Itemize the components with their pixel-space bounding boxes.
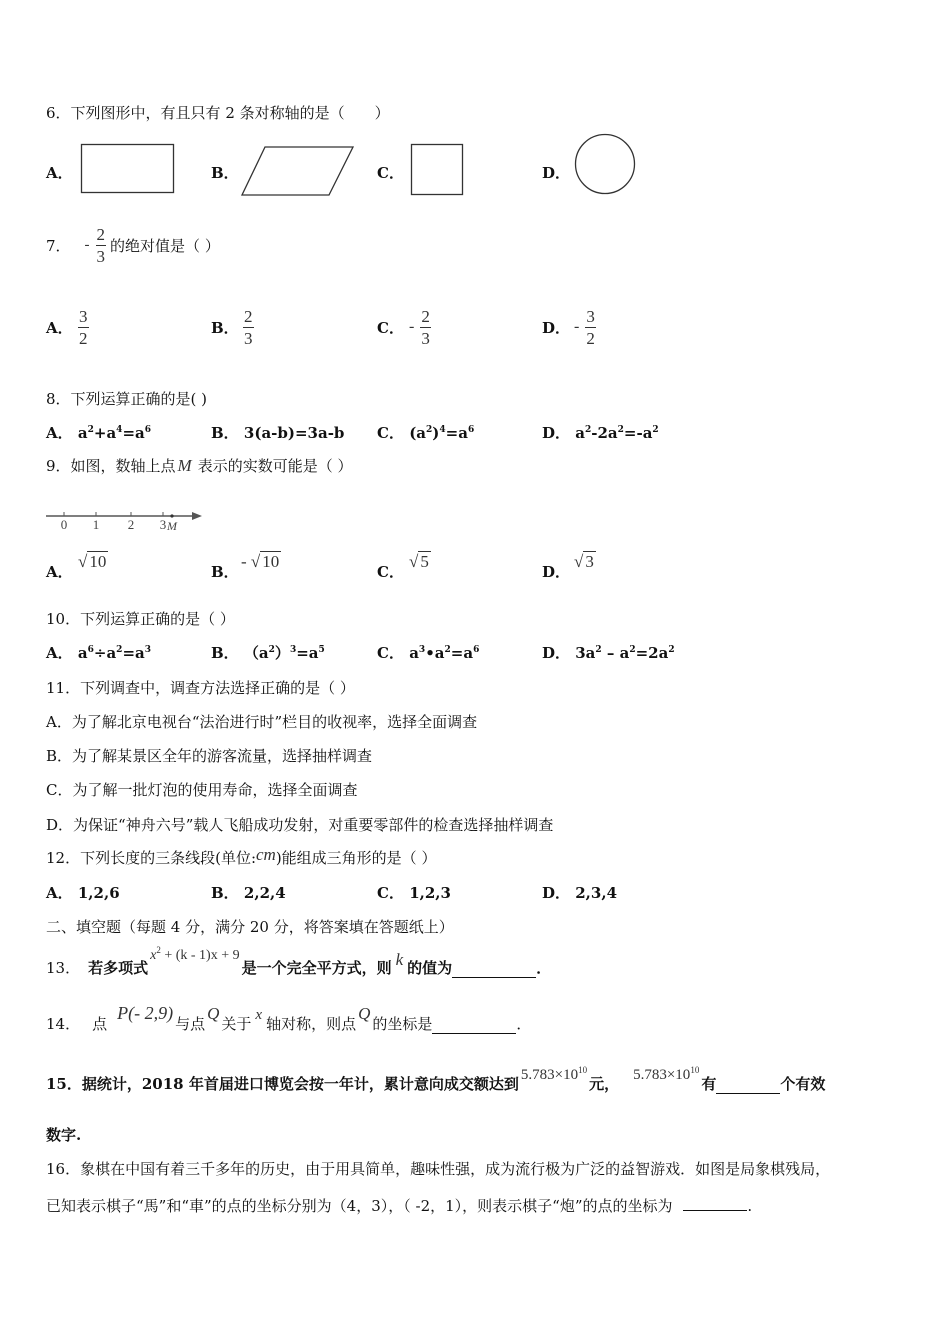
- q7-option-d: D． - $\frac{3}{2}$: [542, 306, 595, 348]
- q11-option-b: B．为了解某景区全年的游客流量，选择抽样调查: [46, 747, 373, 765]
- tick-label-2: 2: [127, 517, 135, 532]
- q6-label-c: C．: [377, 164, 404, 182]
- q8-stem: 8．下列运算正确的是( ): [46, 390, 208, 408]
- q6-stem: 6．下列图形中，有且只有 2 条对称轴的是（ ）: [46, 104, 390, 122]
- q7-stem: [46, 221, 220, 269]
- q16-answer-blank: [683, 1210, 747, 1211]
- parallelogram-shape: [240, 145, 356, 197]
- q8-option-d: D． $a^2-2a^2=-a^2$: [542, 424, 659, 442]
- q7-stem-text: 的绝对值是（ ）: [110, 236, 220, 255]
- q13-answer-blank: [452, 977, 536, 978]
- q7-option-b: B． $\frac{2}{3}$: [211, 306, 253, 348]
- tick-label-0: 0: [60, 517, 68, 532]
- q13: 13． 若多项式 $x^2 + (k - 1)x + 9$ 是一个完全平方式，则 k 的值为 ．: [46, 945, 552, 977]
- q8-option-b: B． 3(a-b)=3a-b: [211, 424, 345, 442]
- q7-number: 7．: [46, 236, 71, 255]
- tick-label-3: 3: [159, 517, 167, 532]
- q10-option-d: D． $3a^2 - a^2=2a^2$: [542, 644, 675, 662]
- q14-answer-blank: [432, 1033, 516, 1034]
- q11-option-d: D．为保证“神舟六号”载人飞船成功发射，对重要零部件的检查选择抽样调查: [46, 816, 554, 834]
- q12-option-a: A． 1,2,6: [46, 884, 120, 902]
- q15-answer-blank: [716, 1093, 780, 1094]
- q7-stem-sign: -: [84, 236, 90, 253]
- q6-label-d: D．: [542, 164, 571, 182]
- q16-line2: 已知表示棋子“馬”和“車”的点的坐标分别为（4，3），（ -2，1），则表示棋子“炮”的点的坐标为 .: [46, 1197, 753, 1215]
- rectangle-shape: [80, 143, 176, 195]
- section-heading: 二、填空题（每题 4 分，满分 20 分，将答案填在答题纸上）: [46, 918, 454, 936]
- q9-option-c: C． √ 5: [377, 552, 429, 581]
- q10-option-b: B． $(a^2)^3=a^5$: [211, 644, 325, 662]
- q9-option-d: D． √ 3: [542, 552, 594, 581]
- number-line: [44, 506, 204, 534]
- q8-option-a: A． $a^2+a^4=a^6$: [46, 424, 151, 442]
- q10-option-c: C． $a^3•a^2=a^6$: [377, 644, 480, 662]
- q12-stem: 12．下列长度的三条线段(单位:cm)能组成三角形的是（ ）: [46, 845, 437, 867]
- q11-option-a: A．为了解北京电视台“法治进行时”栏目的收视率，选择全面调查: [46, 713, 478, 731]
- q12-option-b: B． 2,2,4: [211, 884, 286, 902]
- q8-option-c: C． $(a^2)^4=a^6$: [377, 424, 475, 442]
- q7-option-c: C． - $\frac{2}{3}$: [377, 306, 430, 348]
- q10-stem: 10．下列运算正确的是（ ）: [46, 610, 235, 628]
- q7-option-a: A． $\frac{3}{2}$: [46, 306, 88, 348]
- q14: 14． 点 P(- 2,9) 与点 Q 关于 x 轴对称，则点 Q 的坐标是 ．: [46, 1003, 532, 1033]
- q15-line1: 15．据统计，2018 年首届进口博览会按一年计，累计意向成交额达到 $5.783\times 10^{10}$ 元， $5.783\times 10^{10}$ 有 个有效: [46, 1065, 826, 1093]
- q11-stem: 11．下列调查中，调查方法选择正确的是（ ）: [46, 679, 355, 697]
- q9-option-a: A． √ 10: [46, 552, 107, 581]
- square-shape: [410, 143, 466, 197]
- q12-option-c: C． 1,2,3: [377, 884, 451, 902]
- point-m-label: M: [167, 519, 177, 533]
- q12-option-d: D． 2,3,4: [542, 884, 618, 902]
- q6-label-a: A．: [46, 164, 73, 182]
- tick-label-1: 1: [92, 517, 100, 532]
- q16-line1: 16．象棋在中国有着三千多年的历史，由于用具简单，趣味性强，成为流行极为广泛的益智游戏．如图是局象棋残局，: [46, 1160, 831, 1178]
- q9-stem: 9．如图，数轴上点 M 表示的实数可能是（ ）: [46, 456, 353, 475]
- q9-option-b: B． - √ 10: [211, 552, 280, 581]
- q6-label-b: B．: [211, 164, 239, 182]
- circle-shape: [573, 132, 637, 196]
- q7-stem-fraction: $\frac{2}{3}$: [96, 224, 106, 266]
- q10-option-a: A． $a^6\div a^2=a^3$: [46, 644, 151, 662]
- q11-option-c: C．为了解一批灯泡的使用寿命，选择全面调查: [46, 781, 358, 799]
- q15-line2: 数字.: [46, 1126, 82, 1144]
